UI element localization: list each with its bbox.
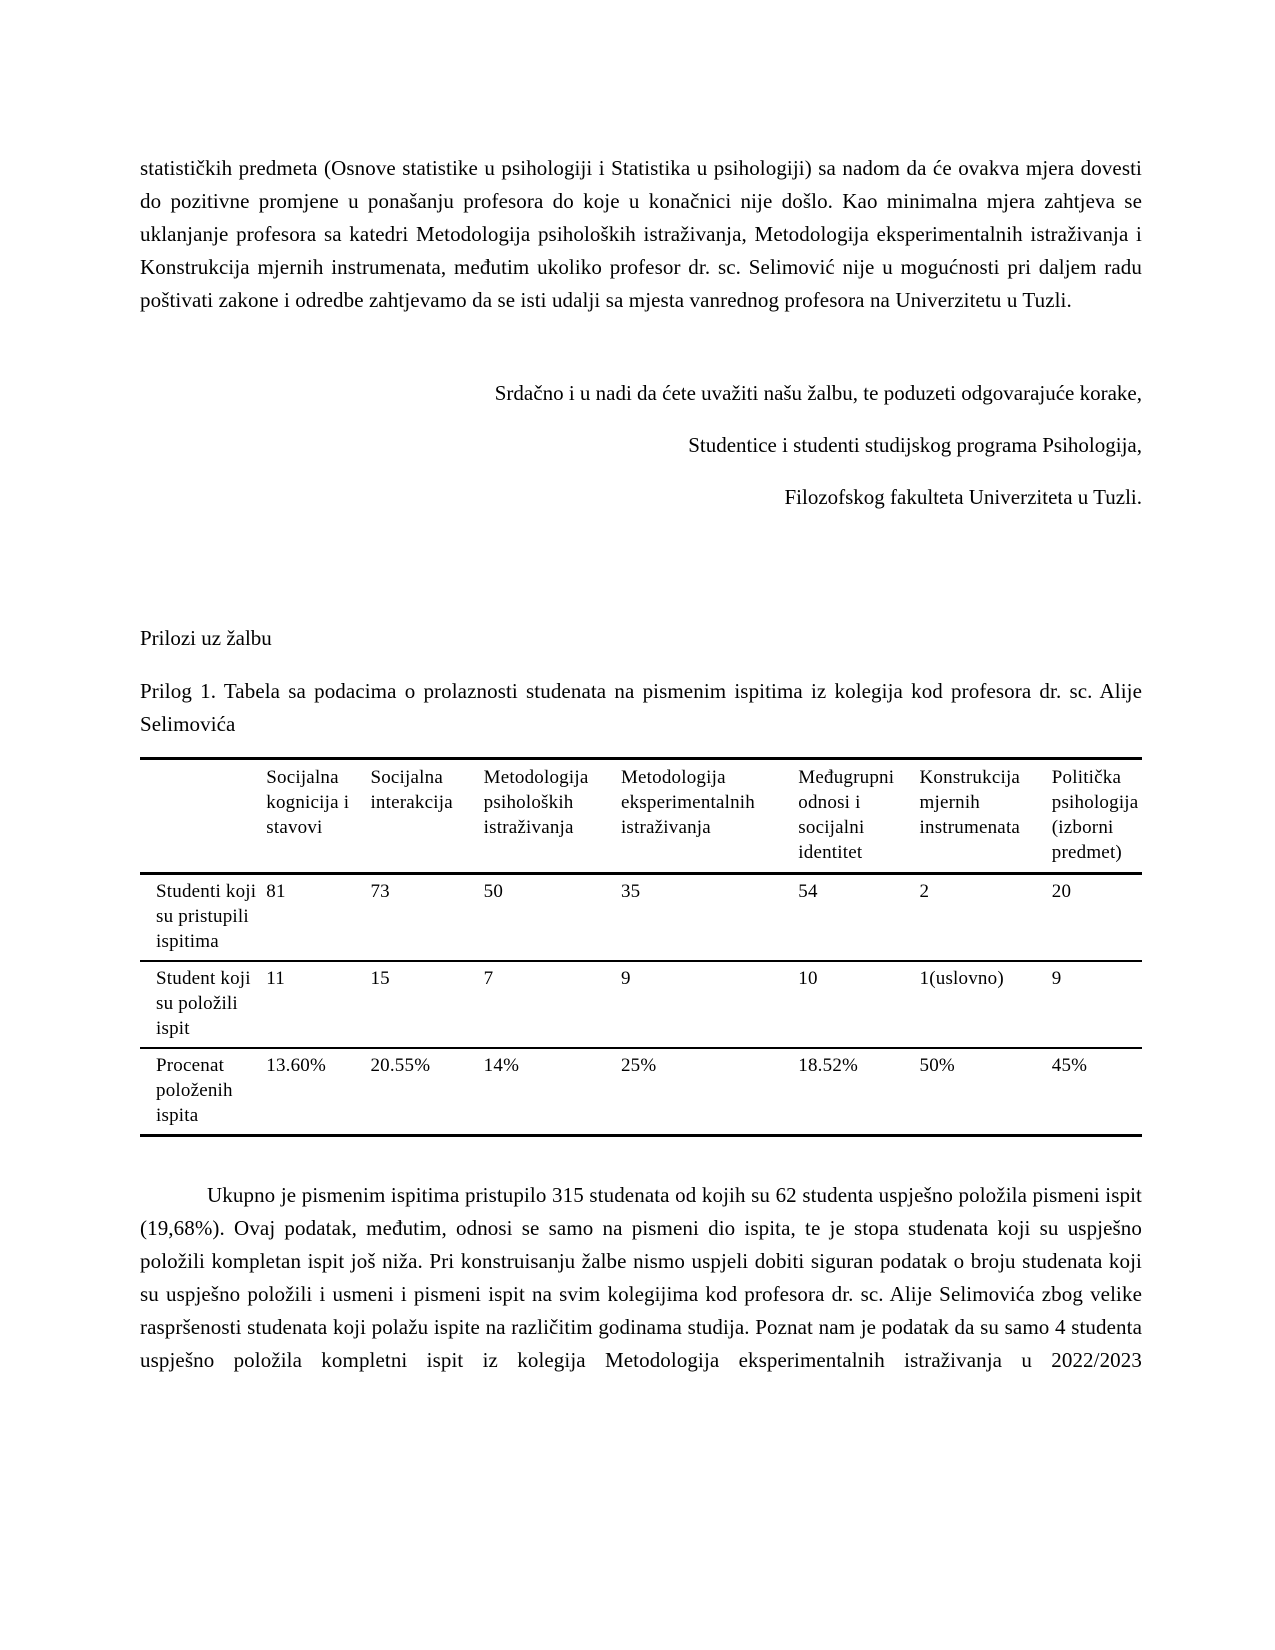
data-cell: 10 xyxy=(798,968,818,989)
row-label-cell: Procenat položenih ispita xyxy=(156,1055,233,1126)
data-cell: 45% xyxy=(1051,1055,1088,1076)
row-label-cell: Studenti koji su pristupili ispitima xyxy=(156,881,257,952)
data-cell: 50 xyxy=(483,881,504,902)
data-cell: 7 xyxy=(483,968,494,989)
data-cell: 20.55% xyxy=(370,1055,431,1076)
data-cell: 54 xyxy=(798,881,818,902)
data-cell: 81 xyxy=(266,881,286,902)
closing-line-2: Studentice i studenti studijskog programa Psihologija, xyxy=(688,433,1142,457)
data-cell: 15 xyxy=(370,968,390,989)
closing-line-1: Srdačno i u nadi da ćete uvažiti našu žalbu, te poduzeti odgovarajuće korake, xyxy=(494,381,1142,405)
opening-paragraph: statističkih predmeta (Osnove statistike u psihologiji i Statistika u psihologiji) sa nadom da će ovakva mjera dovesti do pozitivne promjene u ponašanju profesora do koje u konačnici nije došlo. Kao minimalna mjera zahtjeva se uklanjanje profesora sa katedri Metodologija psiholoških istraživanja, Metodologija eksperimentalnih istraživanja i Konstrukcija mjernih instrumenata, međutim ukoliko profesor dr. sc. Selimović nije u mogućnosti pri daljem radu poštivati zakone i odredbe zahtjevamo da se isti udalji sa mjesta vanrednog profesora na Univerzitetu u Tuzli. xyxy=(140,156,1142,312)
column-header-cell: Socijalna kognicija i stavovi xyxy=(266,767,350,838)
table-corner-cell xyxy=(140,759,266,874)
table-header-row xyxy=(140,759,1142,874)
data-cell: 50% xyxy=(919,1055,955,1076)
column-header-cell: Politička psihologija (izborni predmet) xyxy=(1051,767,1139,863)
summary-paragraph: Ukupno je pismenim ispitima pristupilo 315 studenata od kojih su 62 studenta uspješno položila pismeni ispit (19,68%). Ovaj podatak, međutim, odnosi se samo na pismeni dio ispita, te je stopa studenata koji su uspješno položili kompletan ispit još niža. Pri konstruisanju žalbe nismo uspjeli dobiti siguran podatak o broju studenata koji su uspješno položili i usmeni i pismeni ispit na svim kolegijima kod profesora dr. sc. Alije Selimovića zbog velike raspršenosti studenata koji polažu ispite na različitim godinama studija. Poznat nam je podatak da su samo 4 studenta uspješno položila kompletni ispit iz kolegija Metodologija eksperimentalnih istraživanja u 2022/2023 xyxy=(140,1183,1142,1372)
data-cell: 35 xyxy=(620,881,641,902)
row-label-cell: Student koji su položili ispit xyxy=(156,968,251,1039)
data-cell: 11 xyxy=(266,968,285,989)
data-cell: 73 xyxy=(370,881,390,902)
data-cell: 14% xyxy=(483,1055,520,1076)
data-cell: 1(uslovno) xyxy=(919,968,1004,989)
column-header-cell: Metodologija psiholoških istraživanja xyxy=(483,767,589,838)
column-header-cell: Socijalna interakcija xyxy=(370,767,453,813)
column-header-cell: Metodologija eksperimentalnih istraživanja xyxy=(620,767,755,838)
table-row xyxy=(140,874,1142,962)
data-cell: 13.60% xyxy=(266,1055,327,1076)
pass-rate-table xyxy=(140,757,1142,1137)
data-cell: 9 xyxy=(1051,968,1062,989)
column-header-cell: Međugrupni odnosi i socijalni identitet xyxy=(798,767,895,863)
data-cell: 2 xyxy=(919,881,930,902)
column-header-cell: Konstrukcija mjernih instrumenata xyxy=(919,767,1021,838)
table-row xyxy=(140,1048,1142,1136)
data-cell: 18.52% xyxy=(798,1055,859,1076)
table-row xyxy=(140,961,1142,1048)
closing-block xyxy=(140,377,1142,514)
data-cell: 20 xyxy=(1051,881,1072,902)
closing-line-3: Filozofskog fakulteta Univerziteta u Tuzli. xyxy=(784,485,1142,509)
attachments-heading: Prilozi uz žalbu xyxy=(140,626,272,650)
data-cell: 25% xyxy=(620,1055,657,1076)
data-cell: 9 xyxy=(620,968,631,989)
table-caption: Prilog 1. Tabela sa podacima o prolaznosti studenata na pismenim ispitima iz kolegija kod profesora dr. sc. Alije Selimovića xyxy=(140,679,1142,736)
